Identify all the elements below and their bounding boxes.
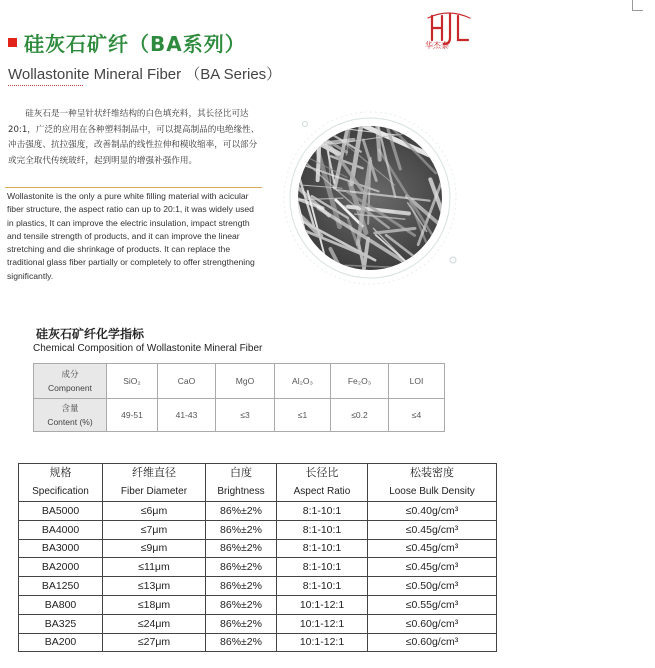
- intro-paragraph-cn: 硅灰石是一种呈针状纤维结构的白色填充料，其长径比可达20:1，广泛的应用在各种塑料制品中，可以提高制品的电绝缘性、冲击强度、抗拉强度，改善制品的线性拉伸和模收缩率，可以部分或完全取代传统玻纤，起到明显的增强补强作用。: [8, 109, 260, 166]
- fiber-micrograph-image: [275, 110, 475, 285]
- spec-cell: ≤0.45g/cm³: [368, 520, 497, 539]
- content-label-en: Content (%): [47, 417, 93, 427]
- chemical-title-cn: 硅灰石矿纤化学指标: [36, 327, 145, 341]
- table-row: [19, 595, 497, 614]
- table-row: [19, 633, 497, 652]
- content-label-cn: 含量: [61, 403, 79, 413]
- spec-cell: ≤13μm: [103, 577, 206, 596]
- component-label-cell: [34, 364, 107, 399]
- spec-cell: 8:1-10:1: [277, 539, 368, 558]
- spec-cell: 86%±2%: [206, 558, 277, 577]
- component-cell: Fe₂O₃: [331, 364, 389, 399]
- header-specification: 规格 Specification: [19, 464, 103, 502]
- component-cell: CaO: [158, 364, 216, 399]
- page-corner-mark: [632, 0, 643, 11]
- content-cell: 41-43: [158, 399, 216, 432]
- spec-cell: 86%±2%: [206, 502, 277, 521]
- component-cell: SiO₂: [107, 364, 158, 399]
- spec-cell: BA4000: [19, 520, 103, 539]
- spec-cell: BA1250: [19, 577, 103, 596]
- spec-cell: ≤6μm: [103, 502, 206, 521]
- spec-cell: 10:1-12:1: [277, 614, 368, 633]
- spec-cell: BA800: [19, 595, 103, 614]
- chemical-composition-table: [33, 363, 445, 432]
- spec-cell: BA2000: [19, 558, 103, 577]
- spec-cell: ≤24μm: [103, 614, 206, 633]
- intro-divider: [5, 187, 262, 188]
- chemical-title-en: Chemical Composition of Wollastonite Mineral Fiber: [33, 343, 263, 354]
- content-cell: ≤0.2: [331, 399, 389, 432]
- component-cell: LOI: [389, 364, 445, 399]
- component-label-cn: 成分: [61, 369, 79, 379]
- logo-caption: 华杰泰: [425, 41, 449, 50]
- content-cell: ≤3: [216, 399, 275, 432]
- spec-cell: BA325: [19, 614, 103, 633]
- spec-cell: ≤0.50g/cm³: [368, 577, 497, 596]
- spec-cell: ≤0.45g/cm³: [368, 539, 497, 558]
- content-cell: 49-51: [107, 399, 158, 432]
- spec-cell: ≤11μm: [103, 558, 206, 577]
- spec-cell: BA200: [19, 633, 103, 652]
- intro-paragraph-en: Wollastonite is the only a pure white filling material with acicular fiber structure, the aspect ratio can up to 20:1, it was widely used in plastics, It can improve the electric insulation, impact strength and tensile strength of products, and it can improve the linear stretching and die shrinkage of products. It can replace the traditional glass fiber partially or completely to offer strengthening significantly.: [7, 191, 255, 281]
- header-bulk-density: 松装密度 Loose Bulk Density: [368, 464, 497, 502]
- content-cell: ≤1: [275, 399, 331, 432]
- spellcheck-underline: [8, 85, 83, 86]
- table-row: [34, 399, 445, 432]
- table-row: [19, 577, 497, 596]
- spec-cell: 10:1-12:1: [277, 633, 368, 652]
- header-brightness: 白度 Brightness: [206, 464, 277, 502]
- page-title-en: Wollastonite Mineral Fiber （BA Series）: [8, 66, 282, 83]
- page-title-cn: 硅灰石矿纤（BA系列）: [24, 32, 246, 56]
- spec-cell: 10:1-12:1: [277, 595, 368, 614]
- component-label-en: Component: [48, 383, 92, 393]
- spec-cell: 86%±2%: [206, 595, 277, 614]
- spec-cell: 86%±2%: [206, 520, 277, 539]
- table-row: [19, 558, 497, 577]
- spec-cell: 8:1-10:1: [277, 502, 368, 521]
- spec-cell: BA5000: [19, 502, 103, 521]
- table-row: [19, 539, 497, 558]
- spec-cell: 8:1-10:1: [277, 558, 368, 577]
- spec-cell: ≤27μm: [103, 633, 206, 652]
- table-row: [34, 364, 445, 399]
- spec-cell: ≤9μm: [103, 539, 206, 558]
- spec-cell: ≤7μm: [103, 520, 206, 539]
- spec-cell: ≤0.60g/cm³: [368, 633, 497, 652]
- spec-cell: BA3000: [19, 539, 103, 558]
- table-row: [19, 502, 497, 521]
- spec-cell: ≤0.40g/cm³: [368, 502, 497, 521]
- spec-cell: 86%±2%: [206, 614, 277, 633]
- table-header-row: [19, 464, 497, 502]
- table-row: [19, 614, 497, 633]
- spec-cell: ≤0.45g/cm³: [368, 558, 497, 577]
- spec-cell: 8:1-10:1: [277, 520, 368, 539]
- content-label-cell: [34, 399, 107, 432]
- specification-table: [18, 463, 497, 652]
- spec-cell: ≤18μm: [103, 595, 206, 614]
- content-cell: ≤4: [389, 399, 445, 432]
- spec-cell: 86%±2%: [206, 633, 277, 652]
- spec-cell: 86%±2%: [206, 539, 277, 558]
- title-bullet-square: [8, 38, 17, 47]
- spec-cell: ≤0.60g/cm³: [368, 614, 497, 633]
- spec-cell: ≤0.55g/cm³: [368, 595, 497, 614]
- table-row: [19, 520, 497, 539]
- component-cell: Al₂O₃: [275, 364, 331, 399]
- spec-cell: 86%±2%: [206, 577, 277, 596]
- component-cell: MgO: [216, 364, 275, 399]
- spec-cell: 8:1-10:1: [277, 577, 368, 596]
- header-fiber-diameter: 纤维直径 Fiber Diameter: [103, 464, 206, 502]
- header-aspect-ratio: 长径比 Aspect Ratio: [277, 464, 368, 502]
